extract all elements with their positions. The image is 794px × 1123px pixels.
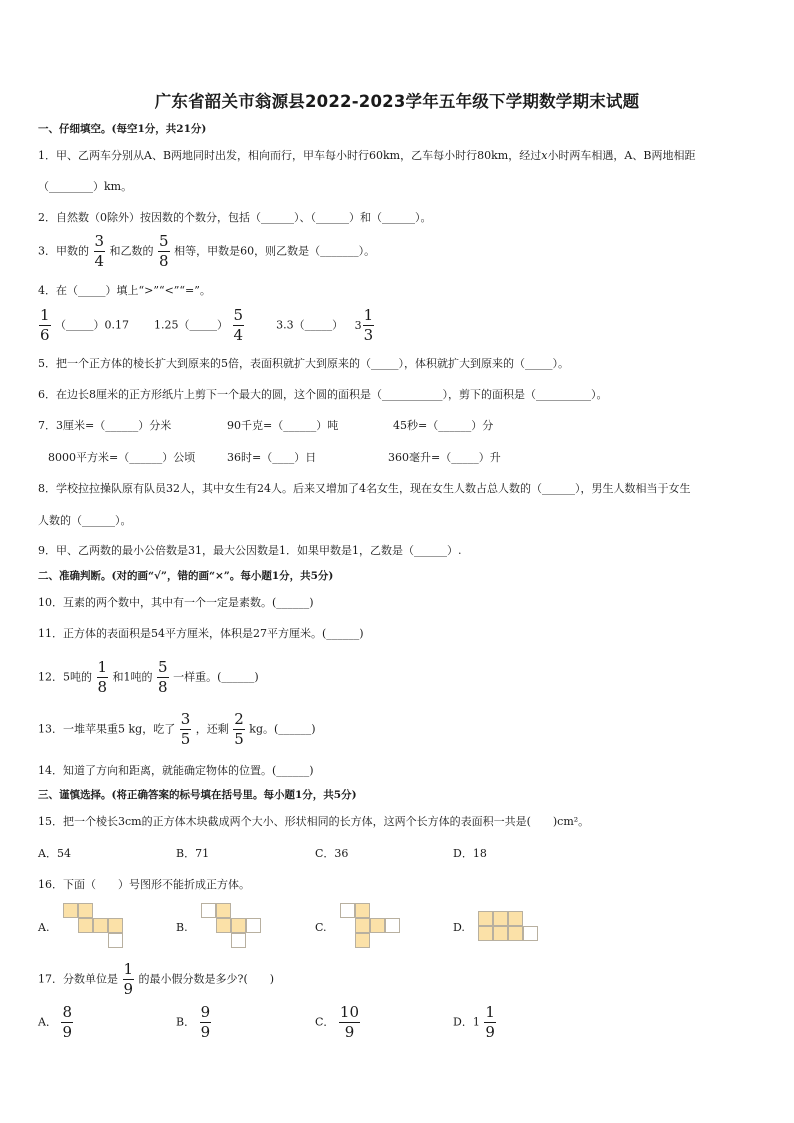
question-7-row-1c: 45秒=（______）分 [393, 419, 494, 432]
question-8: 8．学校拉拉操队原有队员32人，其中女生有24人。后来又增加了4名女生，现在女生人数占总人数的（______），男生人数相当于女生 [38, 482, 691, 495]
fraction-1-3: $\frac{1}{3}$ [363, 306, 374, 344]
question-17-option-d: D．1 $\frac{1}{9}$ [453, 1003, 495, 1041]
question-7-row-1b: 90千克=（______）吨 [227, 419, 339, 432]
question-16-label-a: A. [38, 921, 50, 934]
question-4: 4．在（_____）填上“>”“<”“=”。 [38, 284, 211, 297]
question-7-row-2a: 8000平方米=（______）公顷 [48, 451, 196, 464]
fraction-1-6: $\frac{1}{6}$ [40, 306, 50, 344]
fraction-10-9: $\frac{10}{9}$ [339, 1003, 360, 1041]
question-9: 9．甲、乙两数的最小公倍数是31，最大公因数是1．如果甲数是1，乙数是（______）. [38, 544, 462, 557]
question-1-answer-blank: （________）km。 [38, 180, 133, 193]
fraction-5-4: $\frac{5}{4}$ [233, 306, 244, 344]
question-15-option-b: B．71 [176, 847, 210, 860]
fraction-8-9: $\frac{8}{9}$ [62, 1003, 72, 1041]
fraction-2-5: $\frac{2}{5}$ [234, 710, 244, 748]
question-17: 17．分数单位是 $\frac{1}{9}$ 的最小假分数是多少?( ) [38, 960, 275, 998]
section-heading-judge: 二、准确判断。(对的画“√”，错的画“×”。每小题1分，共5分) [38, 570, 334, 582]
question-17-option-b: B． $\frac{9}{9}$ [176, 1003, 211, 1041]
section-heading-choose: 三、谨慎选择。(将正确答案的标号填在括号里。每小题1分，共5分) [38, 789, 357, 801]
fraction-1-9: $\frac{1}{9}$ [123, 960, 134, 998]
fraction-5-8: $\frac{5}{8}$ [158, 658, 168, 696]
question-4-items: $\frac{1}{6}$ （_____）0.17 1.25（_____） $\frac{5}{4}$ 3.3（_____） 3 $\frac{1}{3}$ [40, 306, 374, 344]
question-2: 2．自然数（0除外）按因数的个数分，包括（______）、（______）和（______）。 [38, 211, 432, 224]
question-14: 14．知道了方向和距离，就能确定物体的位置。(______) [38, 764, 314, 777]
question-17-option-c: C． $\frac{10}{9}$ [315, 1003, 360, 1041]
question-12: 12．5吨的 $\frac{1}{8}$ 和1吨的 $\frac{5}{8}$ 一样重。(______) [38, 658, 259, 696]
fraction-3-5: $\frac{3}{5}$ [180, 710, 191, 748]
question-5: 5．把一个正方体的棱长扩大到原来的5倍，表面积就扩大到原来的（_____），体积就扩大到原来的（_____）。 [38, 357, 569, 370]
question-15: 15．把一个棱长3cm的正方体木块截成两个大小、形状相同的长方体，这两个长方体的表面积一共是( )cm²。 [38, 815, 590, 828]
question-7-row-2c: 360毫升=（_____）升 [388, 451, 501, 464]
question-16-label-c: C. [315, 921, 327, 934]
question-6: 6．在边长8厘米的正方形纸片上剪下一个最大的圆，这个圆的面积是（___________），剪下的面积是（__________）。 [38, 388, 608, 401]
question-16: 16．下面（ ）号图形不能折成正方体。 [38, 878, 250, 891]
fraction-5-8: $\frac{5}{8}$ [159, 232, 169, 270]
variable-x: x [541, 149, 548, 162]
question-11: 11．正方体的表面积是54平方厘米，体积是27平方厘米。(______) [38, 627, 364, 640]
question-1: 1．甲、乙两车分别从A、B两地同时出发，相向而行，甲车每小时行60km，乙车每小时行80km，经过x小时两车相遇，A、B两地相距 [38, 149, 696, 162]
question-15-option-d: D．18 [453, 847, 487, 860]
question-16-label-b: B. [176, 921, 188, 934]
question-3: 3．甲数的 $\frac{3}{4}$ 和乙数的 $\frac{5}{8}$ 相等，甲数是60，则乙数是（_______）。 [38, 232, 376, 270]
section-heading-fill-in: 一、仔细填空。(每空1分，共21分) [38, 123, 207, 135]
question-7-row-1a: 7．3厘米=（______）分米 [38, 419, 172, 432]
question-7-row-2b: 36时=（____）日 [227, 451, 317, 464]
question-10: 10．互素的两个数中，其中有一个一定是素数。(______) [38, 596, 314, 609]
fraction-9-9: $\frac{9}{9}$ [200, 1003, 211, 1041]
question-8-continued: 人数的（______）。 [38, 514, 132, 527]
fraction-1-8: $\frac{1}{8}$ [97, 658, 108, 696]
page-title: 广东省韶关市翁源县2022-2023学年五年级下学期数学期末试题 [154, 92, 640, 111]
fraction-3-4: $\frac{3}{4}$ [94, 232, 105, 270]
fraction-1-9-mixed: $\frac{1}{9}$ [485, 1003, 495, 1041]
question-17-option-a: A． $\frac{8}{9}$ [38, 1003, 72, 1041]
question-13: 13．一堆苹果重5 kg，吃了 $\frac{3}{5}$ ，还剩 $\frac{2}{5}$ kg。(______) [38, 710, 316, 748]
question-15-option-a: A．54 [38, 847, 71, 860]
question-15-option-c: C．36 [315, 847, 349, 860]
question-16-label-d: D. [453, 921, 465, 934]
